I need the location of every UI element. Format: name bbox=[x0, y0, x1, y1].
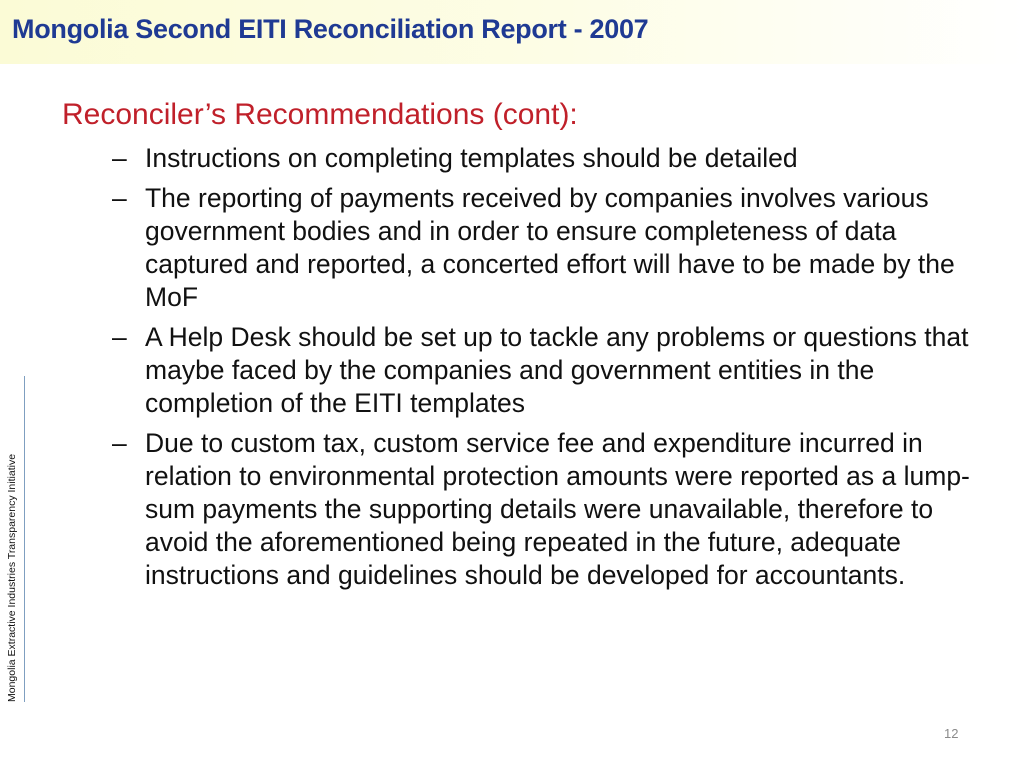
list-item-text: Instructions on completing templates should be detailed bbox=[145, 143, 798, 173]
dash-bullet: – bbox=[112, 143, 127, 173]
list-item bbox=[112, 182, 972, 314]
list-item-text: The reporting of payments received by companies involves various government bodies and in order to ensure completeness of data captured and reported, a concerted effort will have to be made by the MoF bbox=[145, 183, 955, 312]
dash-bullet: – bbox=[112, 428, 127, 458]
dash-bullet: – bbox=[112, 322, 127, 352]
list-item bbox=[112, 321, 972, 420]
title-band bbox=[0, 0, 1024, 64]
list-item-text: Due to custom tax, custom service fee and expenditure incurred in relation to environmental protection amounts were reported as a lump-sum payments the supporting details were unavailable, therefore to avoid the aforementioned being repeated in the future, adequate instructions and guidelines should be developed for accountants. bbox=[145, 428, 970, 590]
section-heading: Reconciler’s Recommendations (cont): bbox=[62, 98, 578, 131]
page-number: 12 bbox=[944, 726, 959, 741]
sidebar-divider bbox=[24, 376, 25, 702]
list-item-text: A Help Desk should be set up to tackle any problems or questions that maybe faced by the companies and government entities in the completion of the EITI templates bbox=[145, 322, 969, 418]
list-item bbox=[112, 427, 972, 592]
dash-bullet: – bbox=[112, 183, 127, 213]
recommendations-list bbox=[112, 142, 972, 599]
sidebar-org-name: Mongolia Extractive Industries Transparency Initiative bbox=[6, 453, 18, 702]
list-item bbox=[112, 142, 972, 175]
slide-title: Mongolia Second EITI Reconciliation Report - 2007 bbox=[12, 14, 649, 44]
